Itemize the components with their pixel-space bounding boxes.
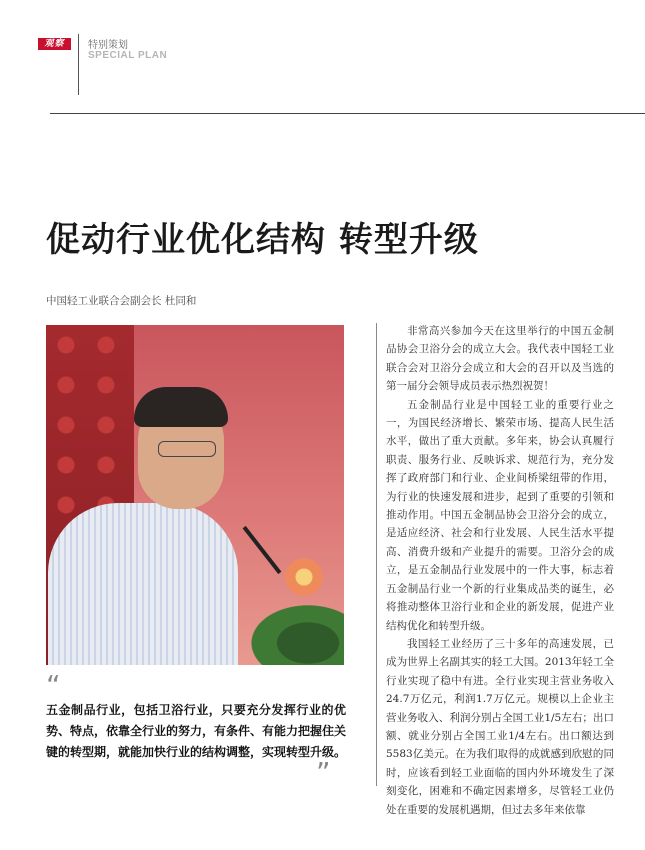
- speaker-shirt: [48, 503, 238, 665]
- quote-close-mark: ”: [316, 756, 328, 789]
- body-paragraph: 非常高兴参加今天在这里举行的中国五金制品协会卫浴分会的成立大会。我代表中国轻工业联合会对卫浴分会成立和大会的召开以及当选的第一届分会领导成员表示热烈祝贺！: [386, 325, 614, 393]
- article-title: 促动行业优化结构 转型升级: [46, 220, 479, 260]
- header-divider: [78, 34, 79, 95]
- plant-decoration: [236, 595, 344, 665]
- article-byline: 中国轻工业联合会副会长 杜同和: [46, 295, 197, 307]
- column-tag: 观察: [38, 38, 71, 50]
- body-paragraph: 我国轻工业经历了三十多年的高速发展，已成为世界上名副其实的轻工大国。2013年轻工全行业实现了稳中有进。全行业实现主营业务收入24.7万亿元，利润1.7万亿元。规模以上企业主营业务收入、利润分别占全国工业1/5左右；出口额、就业分别占全国工业1/4左右。出口额达到5583亿美元。在为我们取得的成就感到欣慰的同时，应该看到轻工业面临的国内外环境发生了深刻变化，困难和不确定因素增多，尽管轻工业仍处在重要的发展机遇期，但过去多年来依靠: [386, 637, 614, 816]
- header-rule: [50, 113, 645, 114]
- section-title-en: SPECIAL PLAN: [88, 50, 168, 61]
- section-title-cn: 特别策划: [88, 40, 128, 51]
- pull-quote: 五金制品行业，包括卫浴行业，只要充分发挥行业的优势、特点，依靠全行业的努力，有条件、有能力把握住关键的转型期，就能加快行业的结构调整，实现转型升级。: [46, 703, 347, 759]
- column-rule: [376, 323, 377, 786]
- body-paragraph: 五金制品行业是中国轻工业的重要行业之一，为国民经济增长、繁荣市场、提高人民生活水平，做出了重大贡献。多年来，协会认真履行职责、服务行业、反映诉求、规范行为，充分发挥了政府部门和行业、企业间桥梁纽带的作用，为行业的快速发展和进步，起到了重要的引领和推动作用。中国五金制品协会卫浴分会的成立，是适应经济、社会和行业发展、人民生活水平提高、消费升级和产业提升的需要。卫浴分会的成立，是五金制品行业发展中的一件大事，标志着五金制品行业一个新的行业集成品类的诞生，必将推动整体卫浴行业和企业的新发展，促进产业结构优化和转型升级。: [386, 398, 614, 632]
- speaker-hair: [134, 387, 228, 427]
- flower-decoration: [284, 557, 324, 597]
- speaker-glasses: [158, 441, 216, 457]
- quote-open-mark: “: [46, 669, 58, 702]
- speaker-photo: [46, 325, 344, 665]
- article-body: [386, 322, 614, 819]
